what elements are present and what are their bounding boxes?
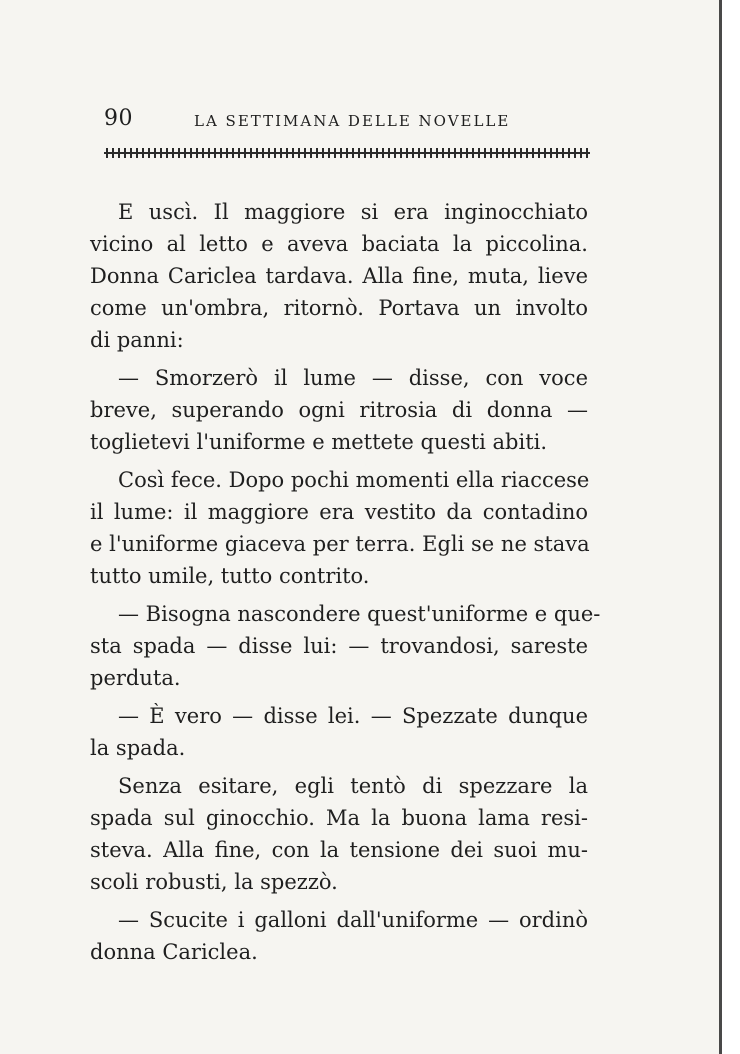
- text-line: — È vero — disse lei. — Spezzate dunque: [118, 704, 588, 728]
- page-margin: [722, 0, 740, 1054]
- page-header: [104, 106, 594, 136]
- text-line: — Scucite i galloni dall'uniforme — ordinò: [118, 908, 588, 932]
- running-title: LA SETTIMANA DELLE NOVELLE: [194, 112, 511, 130]
- paragraph: [90, 700, 588, 764]
- body-text: [90, 196, 601, 968]
- paragraph: [90, 770, 588, 898]
- paragraph: [90, 196, 588, 356]
- text-line: scoli robusti, la spezzò.: [90, 870, 338, 894]
- text-line: steva. Alla fine, con la tensione dei suoi mu-: [90, 838, 588, 862]
- page-number: 90: [104, 106, 133, 131]
- text-line: spada sul ginocchio. Ma la buona lama resi-: [90, 806, 588, 830]
- text-line: E uscì. Il maggiore si era inginocchiato: [118, 200, 588, 224]
- ornamental-rule: [104, 148, 590, 158]
- text-line: la spada.: [90, 736, 186, 760]
- page-edge-line: [719, 0, 722, 1054]
- text-line: di panni:: [90, 328, 184, 352]
- text-line: e l'uniforme giaceva per terra. Egli se ne stava: [90, 532, 590, 556]
- paragraph: [90, 464, 588, 592]
- text-line: come un'ombra, ritornò. Portava un involto: [90, 296, 588, 320]
- text-line: perduta.: [90, 666, 181, 690]
- paragraph: [90, 362, 588, 458]
- text-line: il lume: il maggiore era vestito da contadino: [90, 500, 588, 524]
- paragraph: [90, 598, 601, 694]
- text-line: — Smorzerò il lume — disse, con voce: [118, 366, 588, 390]
- text-line: breve, superando ogni ritrosia di donna —: [90, 398, 588, 422]
- text-line: donna Cariclea.: [90, 940, 258, 964]
- text-line: toglietevi l'uniforme e mettete questi abiti.: [90, 430, 548, 454]
- paragraph: [90, 904, 588, 968]
- text-line: Donna Cariclea tardava. Alla fine, muta, lieve: [90, 264, 588, 288]
- text-line: — Bisogna nascondere quest'uniforme e que-: [118, 602, 601, 626]
- text-line: Senza esitare, egli tentò di spezzare la: [118, 774, 588, 798]
- text-line: Così fece. Dopo pochi momenti ella riaccese: [118, 468, 590, 492]
- text-line: sta spada — disse lui: — trovandosi, sareste: [90, 634, 588, 658]
- text-line: vicino al letto e aveva baciata la piccolina.: [90, 232, 588, 256]
- text-line: tutto umile, tutto contrito.: [90, 564, 370, 588]
